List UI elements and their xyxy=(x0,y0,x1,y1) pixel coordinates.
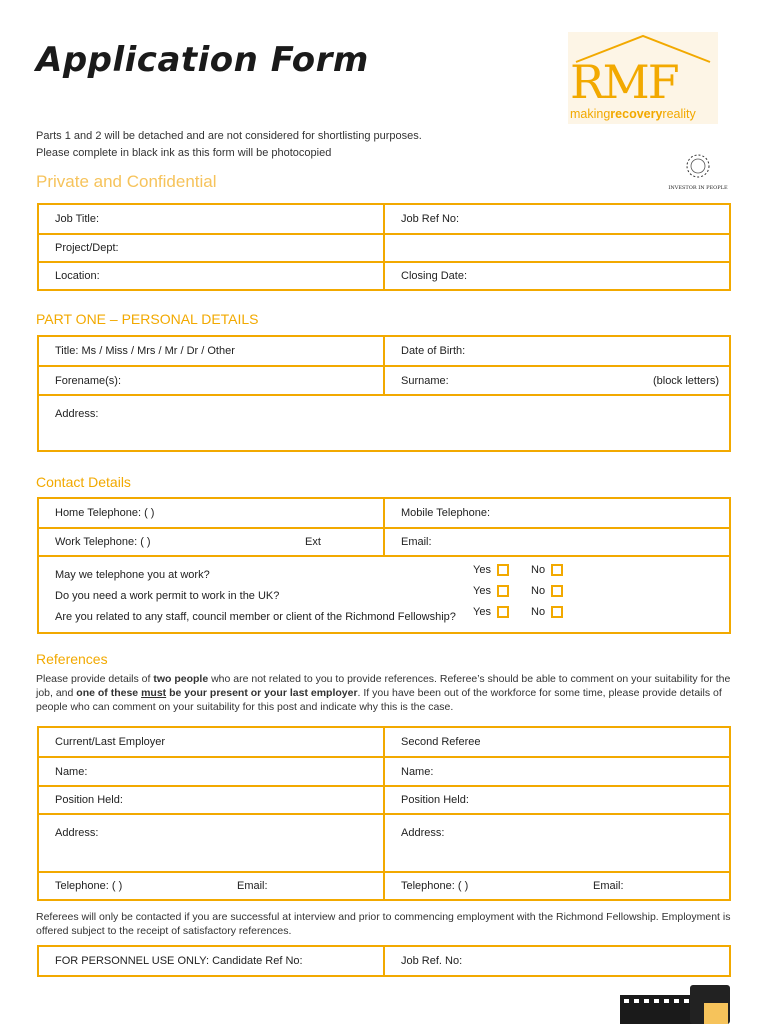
job-ref-no-field[interactable]: Job Ref. No: xyxy=(401,955,463,967)
address-field[interactable]: Address: xyxy=(55,408,99,420)
film-roll-icon xyxy=(620,985,740,1024)
referee2-name-field[interactable]: Name: xyxy=(401,765,434,778)
q1-yes[interactable]: Yes xyxy=(473,564,509,576)
contact-details-table xyxy=(37,497,731,634)
intro-line-1: Parts 1 and 2 will be detached and are not considered for shortlisting purposes. xyxy=(36,130,422,142)
mobile-telephone-field[interactable]: Mobile Telephone: xyxy=(401,507,491,519)
contact-heading: Contact Details xyxy=(36,474,131,490)
q3-no[interactable]: No xyxy=(531,606,563,618)
project-dept-field[interactable]: Project/Dept: xyxy=(39,235,385,261)
current-employer-header: Current/Last Employer xyxy=(39,728,385,756)
laurel-icon xyxy=(668,152,728,180)
q1-no[interactable]: No xyxy=(531,564,563,576)
q3-yes-checkbox[interactable] xyxy=(497,606,509,618)
job-title-field[interactable]: Job Title: xyxy=(39,205,385,233)
referee1-telephone-field[interactable]: Telephone: ( ) Email: xyxy=(39,873,385,899)
referee2-position-field[interactable]: Position Held: xyxy=(401,794,469,806)
referee1-address-field[interactable]: Address: xyxy=(39,815,385,871)
question-telephone-at-work: May we telephone you at work? xyxy=(55,569,210,581)
q2-no-checkbox[interactable] xyxy=(551,585,563,597)
q3-yes[interactable]: Yes xyxy=(473,606,509,618)
q1-yes-checkbox[interactable] xyxy=(497,564,509,576)
rmf-logo xyxy=(568,32,718,124)
confidential-heading: Private and Confidential xyxy=(36,172,217,191)
closing-date-field[interactable]: Closing Date: xyxy=(401,270,468,282)
referee1-position-field[interactable]: Position Held: xyxy=(39,787,385,813)
investor-in-people-logo xyxy=(668,152,728,192)
page-title: Application Form xyxy=(36,40,369,80)
surname-field[interactable]: Surname: (block letters) xyxy=(401,374,719,387)
title-field[interactable]: Title: Ms / Miss / Mrs / Mr / Dr / Other xyxy=(39,337,385,365)
block-letters-note: (block letters) xyxy=(652,374,719,387)
personnel-use-table xyxy=(37,945,731,977)
referees-contact-note: Referees will only be contacted if you are successful at interview and prior to commencing employment with the Richmond Fellowship. Employment is offered subject to the receipt of satisfactory references. xyxy=(36,911,731,937)
home-telephone-field[interactable]: Home Telephone: ( ) xyxy=(39,499,385,527)
question-work-permit: Do you need a work permit to work in the UK? xyxy=(55,590,280,602)
referee1-name-field[interactable]: Name: xyxy=(39,758,385,785)
question-related-to-staff: Are you related to any staff, council member or client of the Richmond Fellowship? xyxy=(55,611,456,623)
job-details-table xyxy=(37,203,731,291)
work-telephone-field[interactable]: Work Telephone: ( ) Ext xyxy=(39,529,385,555)
ext-label: Ext xyxy=(305,536,321,548)
questions-block xyxy=(39,555,729,632)
q2-no[interactable]: No xyxy=(531,585,563,597)
second-referee-header: Second Referee xyxy=(401,736,481,748)
q2-yes-checkbox[interactable] xyxy=(497,585,509,597)
referee2-email-label: Email: xyxy=(593,880,624,892)
referee2-address-field[interactable]: Address: xyxy=(401,827,445,839)
job-ref-field[interactable]: Job Ref No: xyxy=(401,213,460,225)
referee2-telephone-field[interactable]: Telephone: ( ) Email: xyxy=(401,880,624,892)
logo-tagline-reality: reality xyxy=(662,107,696,121)
references-table xyxy=(37,726,731,901)
location-field[interactable]: Location: xyxy=(39,263,385,289)
references-heading: References xyxy=(36,651,108,667)
blank-field[interactable] xyxy=(385,235,729,261)
references-instructions: Please provide details of two people who are not related to you to provide references. Referee’s should be able to comment on your suitability for the job, and one of these must be your present or your last employer. If you have been out of the workforce for some time, please provide details of people who can comment on your suitability for this post and indicate why this is the case. xyxy=(36,673,731,713)
q3-no-checkbox[interactable] xyxy=(551,606,563,618)
forenames-field[interactable]: Forename(s): xyxy=(39,367,385,394)
q1-no-checkbox[interactable] xyxy=(551,564,563,576)
svg-text:makingrecoveryreality xyxy=(570,107,697,121)
personal-details-table xyxy=(37,335,731,452)
logo-tagline-making: making xyxy=(570,107,611,121)
intro-line-2: Please complete in black ink as this form will be photocopied xyxy=(36,147,332,159)
iip-text: INVESTOR IN PEOPLE xyxy=(668,185,728,191)
dob-field[interactable]: Date of Birth: xyxy=(401,345,466,357)
svg-text:RMF: RMF xyxy=(570,55,678,109)
candidate-ref-field[interactable]: FOR PERSONNEL USE ONLY: Candidate Ref No: xyxy=(39,947,385,975)
logo-tagline-recovery: recovery xyxy=(610,107,663,121)
referee1-email-label: Email: xyxy=(237,880,268,892)
email-field[interactable]: Email: xyxy=(401,536,432,548)
q2-yes[interactable]: Yes xyxy=(473,585,509,597)
part-one-heading: PART ONE – PERSONAL DETAILS xyxy=(36,311,259,327)
